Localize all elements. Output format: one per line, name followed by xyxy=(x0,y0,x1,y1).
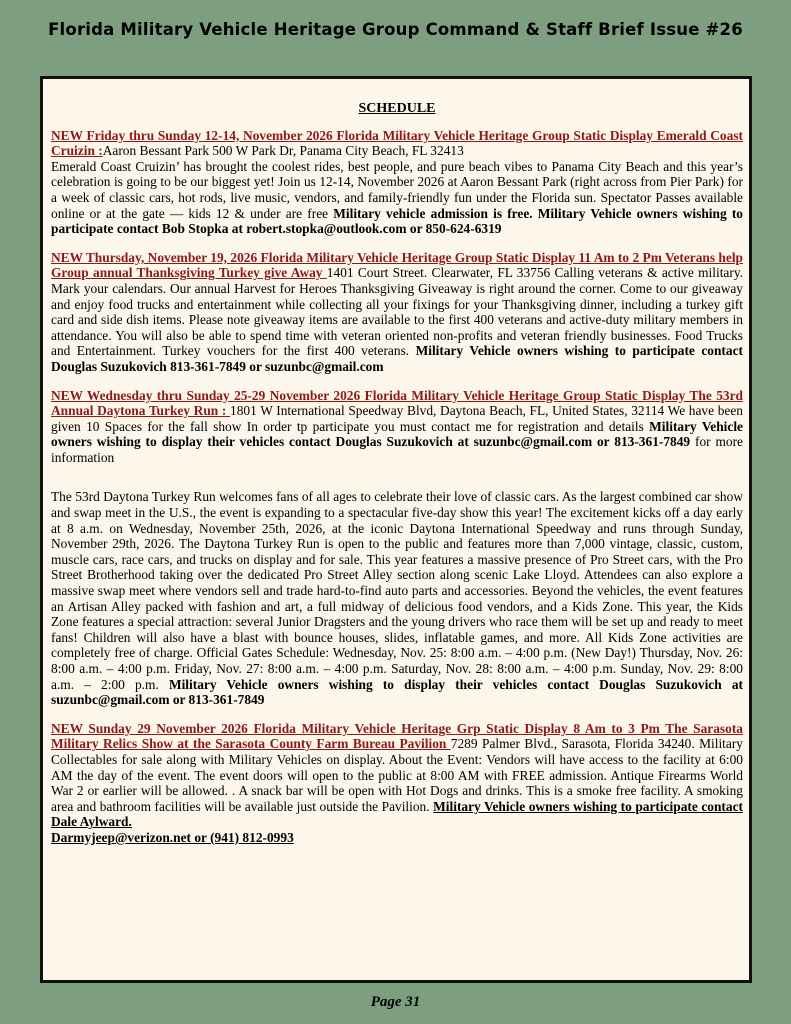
event-body: 7289 Palmer Blvd., Sarasota, Florida 34240. Military Collectables for sale along with Military Vehicles on display. About the Event: Vendors will have access to the facility at 6:00 AM the day of the event. The event doors will open to the public at 8:00 AM with FREE admission. Antique Firearms World War 2 or earlier will be allowed. . A snack bar will be open with Hot Dogs and drinks. This is a smoke free facility. A smoking area and bathroom facilities will be available just outside the Pavilion. xyxy=(51,736,743,814)
event-sarasota-relics xyxy=(51,721,743,846)
daytona-description xyxy=(51,489,743,707)
event-daytona-turkey-run xyxy=(51,388,743,466)
content-frame xyxy=(40,76,752,983)
event-body: The 53rd Daytona Turkey Run welcomes fans of all ages to celebrate their love of classic cars. As the largest combined car show and swap meet in the U.S., the event is expanding to a spectacular five-day show this year! The excitement kicks off a day early at 8 a.m. on Wednesday, November 25th, 2026, at the iconic Daytona International Speedway and runs through Sunday, November 29th, 2026. The Daytona Turkey Run is open to the public and features more than 7,000 vintage, classic, custom, muscle cars, race cars, and trucks on display and for sale. This year features a massive presence of Pro Street cars, with the Pro Street Brotherhood taking over the dedicated Pro Street Alley section along scenic Lake Lloyd. Attendees can also explore a massive swap meet where vendors sell and trade hard-to-find auto parts and accessories. Beyond the vehicles, the event features an Artisan Alley packed with fashion and art, a full midway of delicious food vendors, and a Kids Zone. This year, the Kids Zone features a special attraction: several Junior Dragsters and the young drivers who race them will be set up and ready to meet fans! Children will also have a blast with bounce houses, slides, inflatable games, and more. All Kids Zone activities are completely free of charge. Official Gates Schedule: Wednesday, Nov. 25: 8:00 a.m. – 4:00 p.m. (New Day!) Thursday, Nov. 26: 8:00 a.m. – 4:00 p.m. Friday, Nov. 27: 8:00 a.m. – 4:00 p.m. Saturday, Nov. 28: 8:00 a.m. – 4:00 p.m. Sunday, Nov. 29: 8:00 a.m. – 2:00 p.m. xyxy=(51,489,743,692)
event-body: Emerald Coast Cruizin’ has brought the coolest rides, best people, and pure beach vibes to Panama City Beach and this year’s celebration is going to be our biggest yet! Join us 12-14, November 2026 at Aaron Bessant Park (right across from Pier Park) for a week of classic cars, hot rods, live music, vendors, and family-friendly fun under the Florida sun. Spectator Passes available online or at the gate — kids 12 & under are free xyxy=(51,158,743,221)
event-contact: Military Vehicle owners wishing to participate contact Dale Aylward. xyxy=(51,798,743,830)
newsletter-title: Florida Military Vehicle Heritage Group Command & Staff Brief Issue #26 xyxy=(48,20,743,39)
schedule-heading: SCHEDULE xyxy=(358,101,436,116)
event-body: 1401 Court Street. Clearwater, FL 33756 Calling veterans & active military. Mark your calendars. Our annual Harvest for Heroes Thanksgiving Giveaway is right around the corner. Come to our giveaway and enjoy food trucks and entertainment while collecting all your fixings for your Thanksgiving dinner, including a turkey gift card and side dish items. Please note giveaway items are available to the first 400 veterans and active-duty military members in attendance. You will also be able to spend time with veteran oriented non-profits and veteran friendly businesses. Food Trucks and Entertainment. Turkey vouchers for the first 400 veterans. xyxy=(51,265,743,359)
event-headline: NEW Wednesday thru Sunday 25-29 November 2026 Florida Military Vehicle Heritage Group Static Display The 53rd Annual Daytona Turkey Run : xyxy=(51,387,743,419)
event-headline: NEW Thursday, November 19, 2026 Florida Military Vehicle Heritage Group Static Display 11 Am to 2 Pm Veterans help Group annual Thanksgiving Turkey give Away xyxy=(51,249,743,281)
event-contact: Military vehicle admission is free. Military Vehicle owners wishing to participate contact Bob Stopka at robert.stopka@outlook.com or 850-624-6319 xyxy=(51,205,743,237)
event-address: Aaron Bessant Park 500 W Park Dr, Panama City Beach, FL 32413 xyxy=(102,143,464,159)
event-body: 1801 W International Speedway Blvd, Daytona Beach, FL, United States, 32114 We have been given 10 Spaces for the fall show In order tp participate you must contact me for registration and details xyxy=(51,403,744,434)
event-emerald-coast xyxy=(51,128,743,237)
event-tail: for more information xyxy=(51,434,744,465)
event-headline: NEW Friday thru Sunday 12-14, November 2026 Florida Military Vehicle Heritage Group Static Display Emerald Coast Cruizin : xyxy=(51,127,743,159)
event-contact: Military Vehicle owners wishing to display their vehicles contact Douglas Suzukovich at suzunbc@gmail.com or 813-361-7849 xyxy=(51,676,743,708)
event-contact: Military Vehicle owners wishing to display their vehicles contact Douglas Suzukovich at suzunbc@gmail.com or 813-361-7849 xyxy=(51,418,744,450)
page-number: Page 31 xyxy=(370,994,421,1010)
event-contact-details[interactable]: Darmyjeep@verizon.net or (941) 812-0993 xyxy=(51,829,294,845)
event-thanksgiving-turkey xyxy=(51,250,743,375)
event-headline: NEW Sunday 29 November 2026 Florida Military Vehicle Heritage Grp Static Display 8 Am to 3 Pm The Sarasota Military Relics Show at the Sarasota County Farm Bureau Pavilion xyxy=(51,720,743,752)
schedule-content xyxy=(51,101,743,859)
event-contact: Military Vehicle owners wishing to participate contact Douglas Suzukovich 813-361-7849 or suzunbc@gmail.com xyxy=(51,343,743,374)
